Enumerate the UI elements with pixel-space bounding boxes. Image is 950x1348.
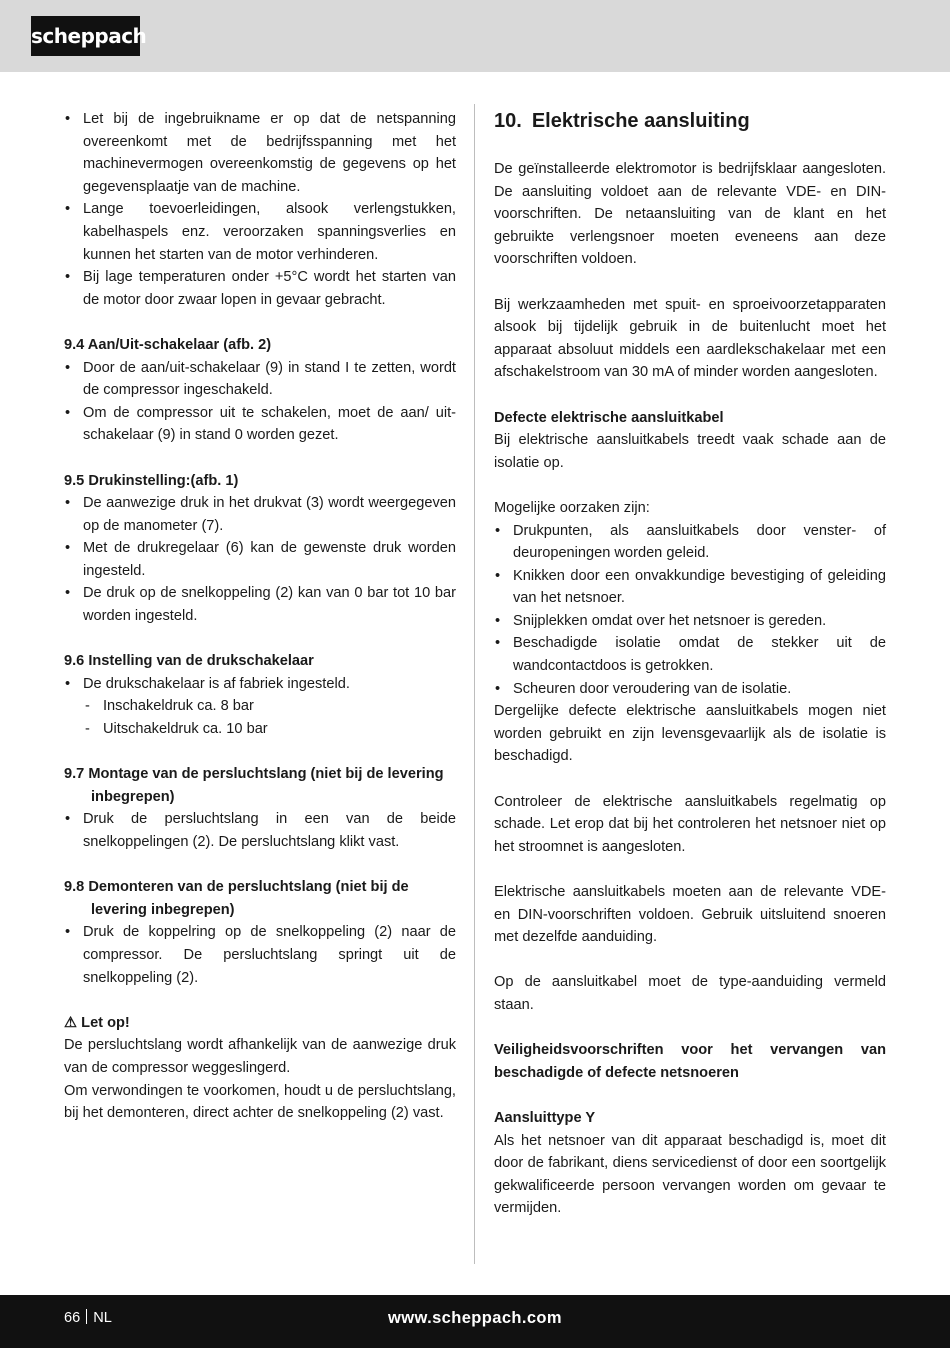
list-item: • Beschadigde isolatie omdat de stekker uit de wandcontactdoos is getrokken. (494, 632, 886, 677)
section-9-7-heading: 9.7 Montage van de persluchtslang (niet bij de levering inbegrepen) (64, 766, 444, 805)
paragraph: Bij werkzaamheden met spuit- en sproeivoorzetapparaten alsook bij tijdelijk gebruik in de buitenlucht moet het apparaat absoluut middels een aardlekschakelaar met een afschakelstroom van 30 mA of minder worden aangesloten. (494, 296, 886, 381)
section-title: Elektrische aansluiting (531, 110, 750, 132)
warning-triangle-icon: ⚠ (64, 1014, 78, 1031)
section-9-4-list (64, 357, 456, 447)
paragraph: Elektrische aansluitkabels moeten aan de relevante VDE- en DIN-voorschriften voldoen. Gebruik uitsluitend snoeren met dezelfde aanduiding. (494, 884, 886, 946)
section-9-6-heading: 9.6 Instelling van de drukschakelaar (64, 653, 314, 670)
causes-intro: Mogelijke oorzaken zijn: (494, 499, 650, 516)
list-item: • Snijplekken omdat over het netsnoer is gereden. (494, 610, 886, 633)
list-item: • Druk de koppelring op de snelkoppeling (2) naar de compressor. De persluchtslang springt uit de snelkoppeling (2). (64, 921, 456, 989)
list-item: • De aanwezige druk in het drukvat (3) wordt weergegeven op de manometer (7). (64, 492, 456, 537)
section-9-8-heading: 9.8 Demonteren van de persluchtslang (niet bij de levering inbegrepen) (64, 879, 409, 918)
section-9-5-list (64, 492, 456, 628)
warning-paragraph: Om verwondingen te voorkomen, houdt u de persluchtslang, bij het demonteren, direct achter de snelkoppeling (2) vast. (64, 1082, 456, 1122)
list-item: • Door de aan/uit-schakelaar (9) in stand I te zetten, wordt de compressor ingeschakeld. (64, 357, 456, 402)
list-item: • Knikken door een onvakkundige bevestiging of geleiding van het netsnoer. (494, 565, 886, 610)
scheppach-logo: scheppach (31, 16, 140, 56)
column-divider (474, 104, 475, 1264)
page-footer (0, 1295, 950, 1348)
safety-rules-heading: Veiligheidsvoorschriften voor het vervangen van beschadigde of defecte netsnoeren (494, 1042, 886, 1081)
paragraph: Op de aansluitkabel moet de type-aanduiding vermeld staan. (494, 974, 886, 1013)
list-item: • Om de compressor uit te schakelen, moet de aan/ uit-schakelaar (9) in stand 0 worden gezet. (64, 402, 456, 447)
sub-list-item: - Inschakeldruk ca. 8 bar (64, 695, 456, 718)
page-header (0, 0, 950, 72)
section-9-8-list (64, 921, 456, 989)
list-item: • Druk de persluchtslang in een van de beide snelkoppelingen (2). De persluchtslang klikt vast. (64, 808, 456, 853)
list-item: • Scheuren door veroudering van de isolatie. (494, 678, 886, 701)
paragraph: Controleer de elektrische aansluitkabels regelmatig op schade. Let erop dat bij het controleren het netsnoer niet op het stroomnet is aangesloten. (494, 793, 886, 855)
page-number-value: 66 (64, 1310, 81, 1326)
section-10-heading (494, 108, 886, 134)
paragraph: Dergelijke defecte elektrische aansluitkabels mogen niet worden gebruikt en zijn levensgevaarlijk als de isolatie is beschadigd. (494, 703, 886, 765)
language-code: NL (93, 1310, 112, 1326)
defect-cable-heading: Defecte elektrische aansluitkabel (494, 409, 724, 426)
paragraph: Bij elektrische aansluitkabels treedt vaak schade aan de isolatie op. (494, 432, 886, 471)
right-column (494, 108, 886, 1220)
causes-list (494, 520, 886, 701)
intro-bullet-list (64, 108, 456, 311)
section-9-5-heading: 9.5 Drukinstelling:(afb. 1) (64, 472, 239, 489)
section-number: 10. (494, 110, 522, 132)
section-9-6-list (64, 673, 456, 741)
list-item: • Lange toevoerleidingen, alsook verlengstukken, kabelhaspels enz. veroorzaken spanningsverlies en kunnen het starten van de motor verhinderen. (64, 198, 456, 266)
left-column (64, 108, 456, 1125)
warning-title: Let op! (81, 1014, 130, 1031)
warning-paragraph: De persluchtslang wordt afhankelijk van de aanwezige druk van de compressor weggeslingerd. (64, 1037, 456, 1076)
warning-heading (64, 1012, 456, 1035)
list-item: • Met de drukregelaar (6) kan de gewenste druk worden ingesteld. (64, 537, 456, 582)
section-9-7-list (64, 808, 456, 853)
list-item: • Let bij de ingebruikname er op dat de netspanning overeenkomt met de bedrijfsspanning met het machinevermogen overeenkomstig de gegevens op het gegevensplaatje van de machine. (64, 108, 456, 198)
website-link[interactable]: www.scheppach.com (388, 1309, 562, 1327)
connection-type-heading: Aansluittype Y (494, 1109, 596, 1126)
section-9-4-heading: 9.4 Aan/Uit-schakelaar (afb. 2) (64, 336, 272, 353)
list-item: • Drukpunten, als aansluitkabels door venster- of deuropeningen worden geleid. (494, 520, 886, 565)
list-item: • Bij lage temperaturen onder +5°C wordt het starten van de motor door zwaar lopen in gevaar gebracht. (64, 266, 456, 311)
paragraph: Als het netsnoer van dit apparaat beschadigd is, moet dit door de fabrikant, diens servicedienst of door een soortgelijk gekwalificeerde persoon vervangen worden om gevaar te vermijden. (494, 1132, 886, 1217)
list-item: • De druk op de snelkoppeling (2) kan van 0 bar tot 10 bar worden ingesteld. (64, 582, 456, 627)
sub-list-item: - Uitschakeldruk ca. 10 bar (64, 718, 456, 741)
list-item: • De drukschakelaar is af fabriek ingesteld. (64, 673, 456, 696)
paragraph: De geïnstalleerde elektromotor is bedrijfsklaar aangesloten. De aansluiting voldoet aan de relevante VDE- en DIN-voorschriften. De netaansluiting van de klant en het gebruikte verlengsnoer moeten eveneens aan deze voorschriften voldoen. (494, 161, 886, 268)
